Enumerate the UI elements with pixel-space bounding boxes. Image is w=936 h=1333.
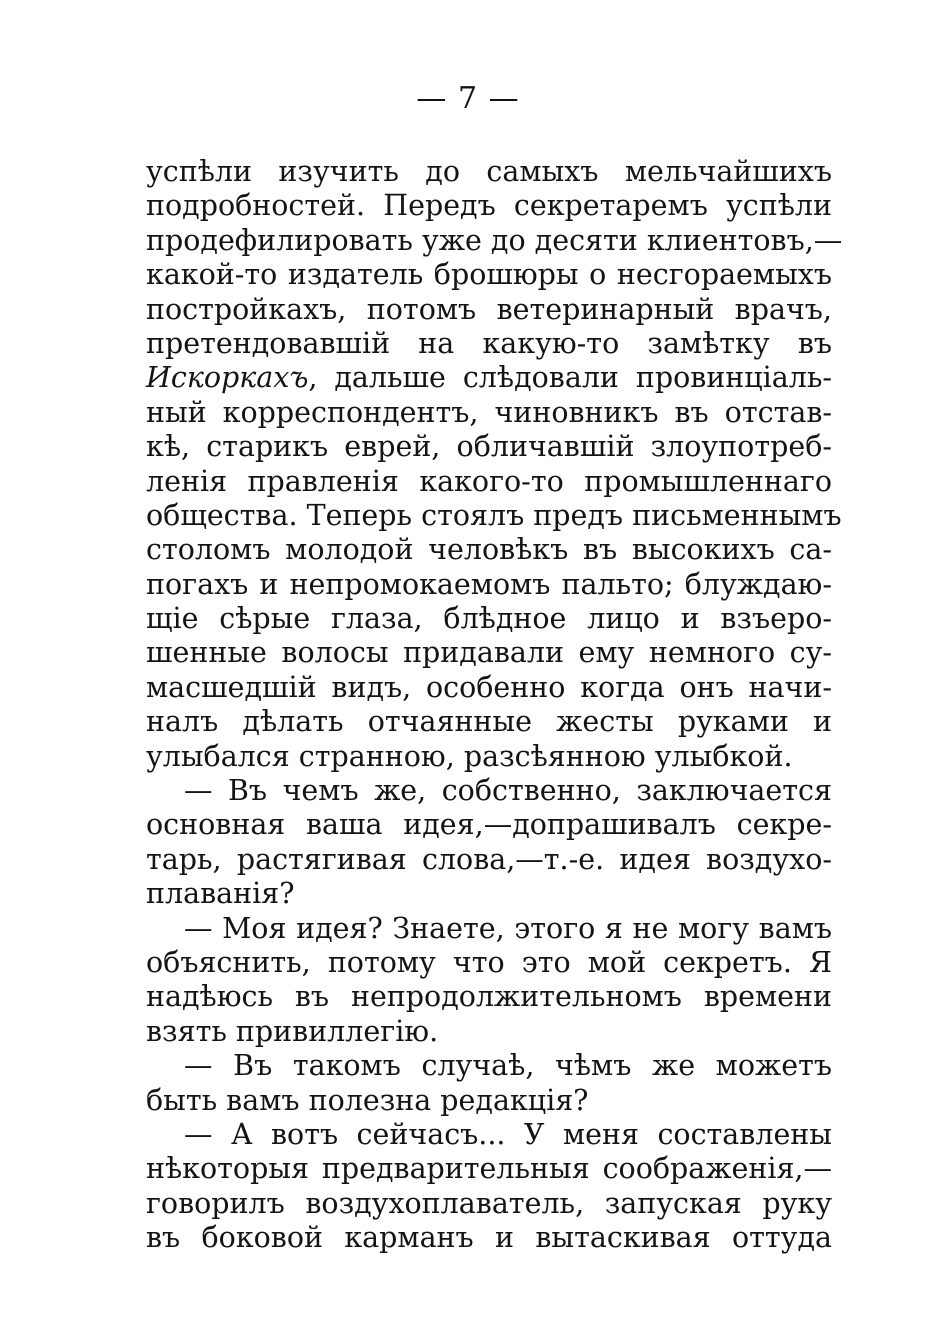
body-text [146,155,843,1256]
line-text: тарь, растягивая слова,—т.-е. идея воздухо- [146,842,832,876]
line-text: успѣли изучить до самыхъ мельчайшихъ [146,155,832,188]
text-line [146,1118,832,1152]
line-text: надѣюсь въ непродолжительномъ времени [146,980,832,1014]
line-text: постройкахъ, потомъ ветеринарный врачъ, [146,292,832,326]
line-text: — Моя идея? Знаете, этого я не могу вамъ [184,911,832,945]
line-text: въ боковой карманъ и вытаскивая оттуда [146,1221,832,1255]
line-text: продефилировать уже до десяти клиентовъ,— [146,223,843,257]
text-line [146,1049,832,1083]
line-text: погахъ и непромокаемомъ пальто; блуждаю- [146,567,832,601]
line-text: общества. Теперь стоялъ предъ письменнымъ [146,498,842,532]
line-text: объяснить, потому что это мой секретъ. Я [146,945,832,979]
text-line [146,465,832,499]
line-text: , дальше слѣдовали провинціаль- [308,361,832,395]
line-text: нѣкоторыя предварительныя соображенія,— [146,1152,832,1186]
text-line [146,1015,832,1049]
line-text: улыбался странною, разсѣянною улыбкой. [146,739,793,773]
text-line [146,636,832,670]
text-line [146,602,832,636]
line-text: щіе сѣрые глаза, блѣдное лицо и взъеро- [146,602,832,636]
text-line [146,430,832,464]
text-line [146,912,832,946]
text-line [146,808,832,842]
line-text: налъ дѣлать отчаянные жесты руками и [146,705,832,739]
line-text: шенные волосы придавали ему немного су- [146,636,832,670]
text-line [146,843,832,877]
line-text: претендовавшій на какую-то замѣтку въ [146,326,832,360]
line-text: подробностей. Передъ секретаремъ успѣли [146,189,832,223]
line-text: — А вотъ сейчасъ... У меня составлены [184,1117,832,1151]
text-line [146,498,842,533]
text-line [146,877,832,911]
text-line [146,258,832,292]
line-text: ный корреспондентъ, чиновникъ въ отстав- [146,395,832,429]
text-line [146,396,832,430]
line-text: плаванія? [146,877,295,911]
text-line [146,705,832,739]
text-line [146,533,832,567]
text-line [146,1084,832,1118]
text-line [146,1187,832,1221]
text-line [146,293,832,327]
text-line [146,946,832,980]
text-line [146,980,832,1014]
line-text: быть вамъ полезна редакція? [146,1083,589,1117]
text-line [146,740,832,774]
line-text: взять привиллегію. [146,1014,439,1048]
line-text: какой-то издатель брошюры о несгораемыхъ [146,258,832,292]
page-number: — 7 — [416,81,520,116]
text-line [146,327,832,361]
text-line [146,1221,832,1255]
text-line [146,1152,832,1186]
line-text: основная ваша идея,—допрашивалъ секре- [146,808,832,842]
text-line [146,155,832,189]
text-line [146,671,832,705]
text-line [146,189,832,223]
line-text: ленія правленія какого-то промышленнаго [146,464,832,498]
text-line [146,361,832,395]
text-line [146,568,832,602]
line-text: — Въ такомъ случаѣ, чѣмъ же можетъ [184,1049,832,1083]
line-text: столомъ молодой человѣкъ въ высокихъ са- [146,533,832,567]
line-text: говорилъ воздухоплаватель, запуская руку [146,1186,832,1220]
text-line [146,774,832,808]
line-text: кѣ, старикъ еврей, обличавшій злоупотреб- [146,430,832,464]
text-line [146,223,843,258]
italic-title: Искоркахъ [146,361,309,395]
line-text: — Въ чемъ же, собственно, заключается [184,774,832,808]
line-text: масшедшій видъ, особенно когда онъ начи- [146,670,832,704]
